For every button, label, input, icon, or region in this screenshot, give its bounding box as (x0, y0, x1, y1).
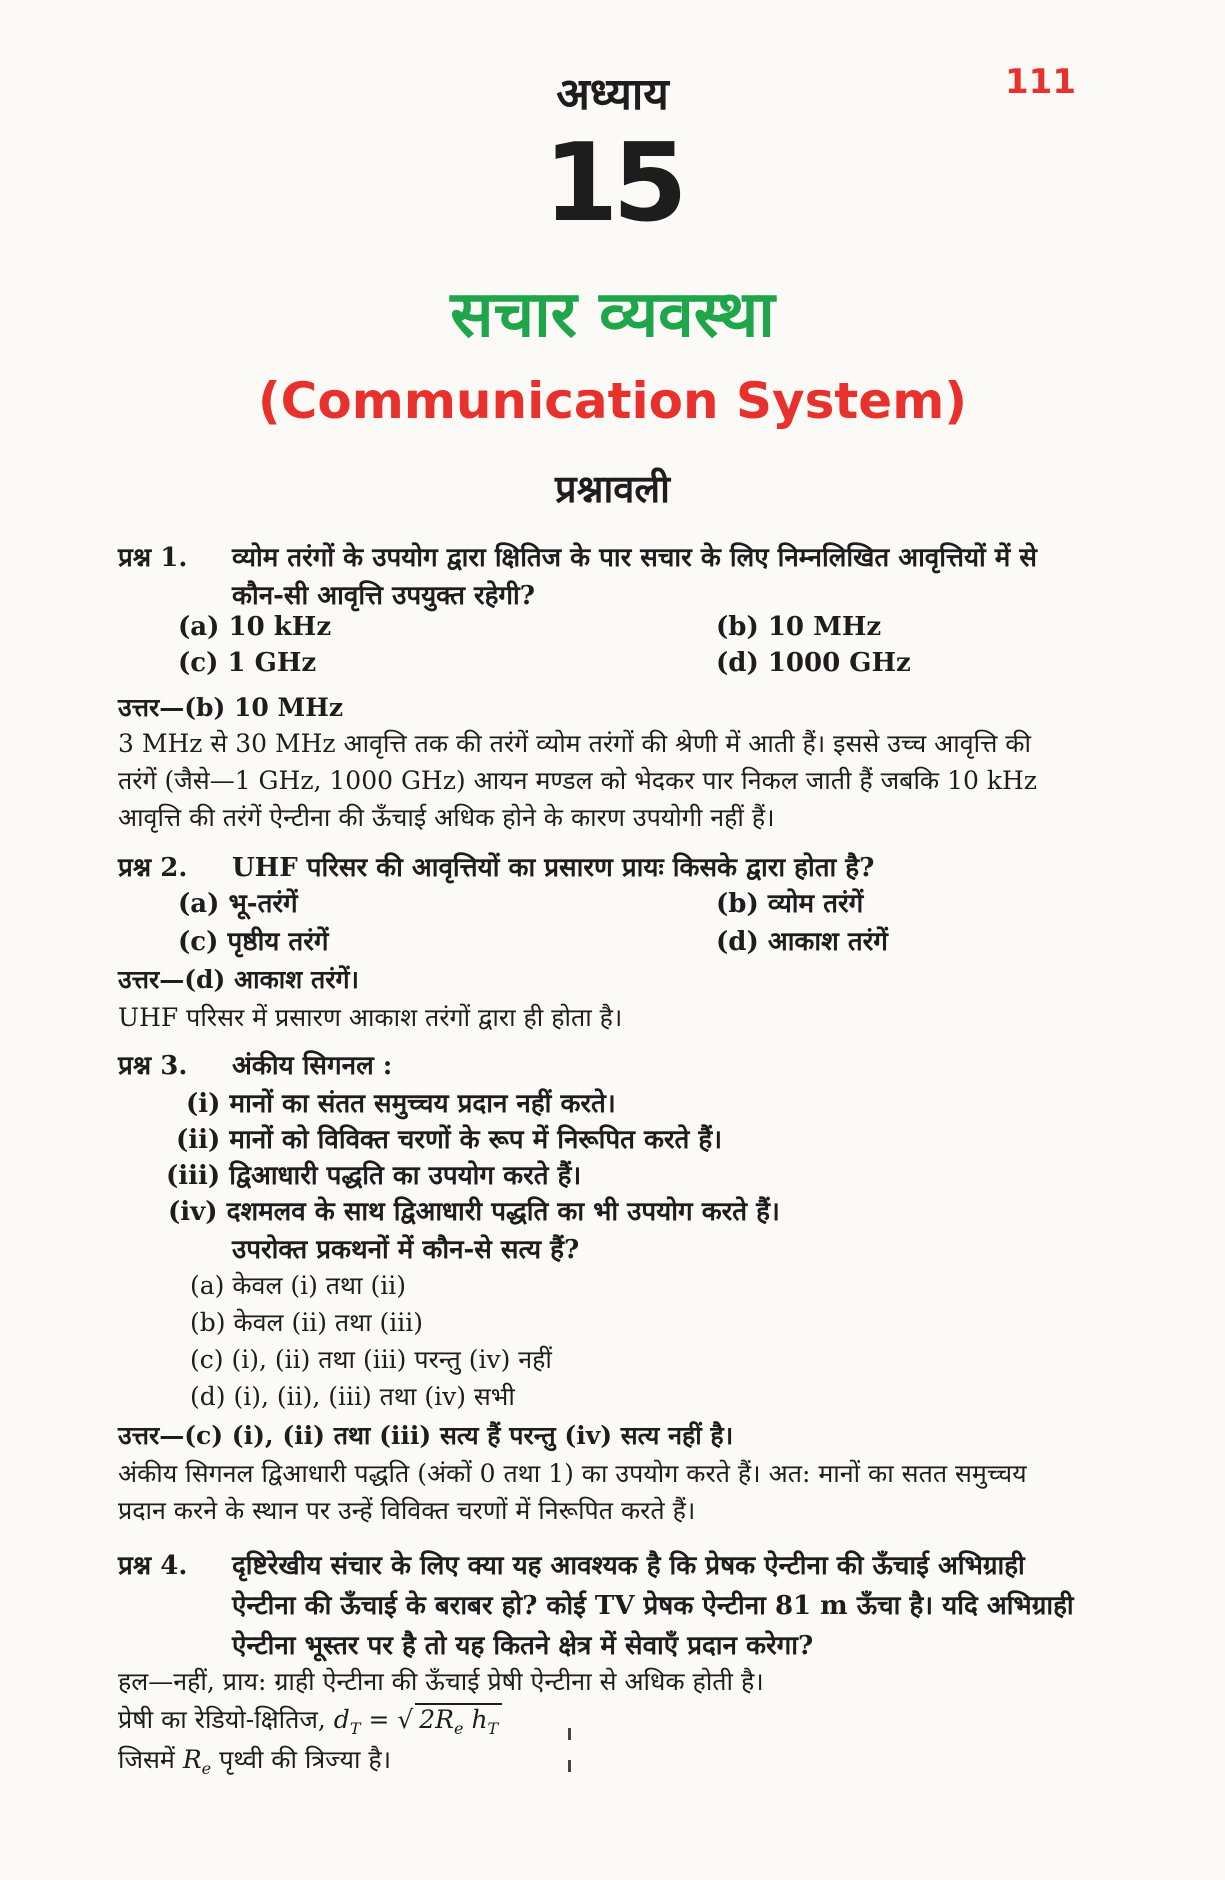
option-b: (b) व्योम तरंगें (716, 889, 864, 919)
formula-lhs: $d_T$ (333, 1705, 361, 1738)
page-number: 111 (1005, 62, 1076, 102)
formula-rhs: $2R_e$ $h_T$ (415, 1703, 502, 1738)
option-b: (b) केवल (ii) तथा (iii) (190, 1308, 424, 1337)
sqrt-symbol: √ (397, 1705, 414, 1734)
question-label: प्रश्न 2. (118, 853, 188, 883)
option-b: (b) 10 MHz (716, 612, 882, 642)
option-a: (a) केवल (i) तथा (ii) (190, 1271, 406, 1300)
question-text: UHF परिसर की आवृत्तियों का प्रसारण प्रायः किसके द्वारा होता है? (232, 853, 875, 883)
chapter-number: 15 (543, 121, 682, 246)
question-text: ऐन्टीना की ऊँचाई के बराबर हो? कोई TV प्रेषक ऐन्टीना 81 m ऊँचा है। यदि अभिग्राही (232, 1591, 1074, 1621)
definition-line: जिसमें $R_e$ पृथ्वी की त्रिज्या है। (118, 1745, 392, 1778)
formula-equals: = (368, 1705, 390, 1734)
option-d: (d) 1000 GHz (716, 648, 911, 678)
statement: (iv) दशमलव के साथ द्विआधारी पद्धति का भी उपयोग करते हैं। (168, 1197, 780, 1227)
formula-prefix: प्रेषी का रेडियो-क्षितिज, (118, 1705, 326, 1734)
question-text: अंकीय सिगनल : (232, 1051, 393, 1081)
explanation-line: तरंगें (जैसे—1 GHz, 1000 GHz) आयन मण्डल को भेदकर पार निकल जाती हैं जबकि 10 kHz (118, 766, 1037, 795)
answer: उत्तर—(b) 10 MHz (118, 693, 344, 722)
question-prompt: उपरोक्त प्रकथनों में कौन-से सत्य हैं? (232, 1235, 580, 1265)
print-mark (568, 1760, 571, 1772)
print-mark (568, 1728, 571, 1740)
chapter-title-hindi: सचार व्यवस्था (450, 278, 775, 352)
explanation-line: प्रदान करने के स्थान पर उन्हें विविक्त चरणों में निरूपित करते हैं। (118, 1496, 696, 1525)
option-c: (c) (i), (ii) तथा (iii) परन्तु (iv) नहीं (190, 1345, 552, 1374)
option-a: (a) 10 kHz (178, 612, 332, 642)
question-text: दृष्टिरेखीय संचार के लिए क्या यह आवश्यक है कि प्रेषक ऐन्टीना की ऊँचाई अभिग्राही (232, 1551, 1025, 1581)
option-a: (a) भू-तरंगें (178, 889, 298, 919)
explanation-line: अंकीय सिगनल द्विआधारी पद्धति (अंकों 0 तथा 1) का उपयोग करते हैं। अत: मानों का सतत समुच्चय (118, 1459, 1027, 1488)
question-text: व्योम तरंगों के उपयोग द्वारा क्षितिज के पार सचार के लिए निम्नलिखित आवृत्तियों में से (232, 543, 1037, 573)
explanation-line: 3 MHz से 30 MHz आवृत्ति तक की तरंगें व्योम तरंगों की श्रेणी में आती हैं। इससे उच्च आवृत्ति की (118, 729, 1031, 758)
question-label: प्रश्न 1. (118, 543, 188, 573)
option-d: (d) (i), (ii), (iii) तथा (iv) सभी (190, 1382, 515, 1411)
chapter-word: अध्याय (556, 69, 669, 120)
statement: (ii) मानों को विविक्त चरणों के रूप में निरूपित करते हैं। (176, 1125, 723, 1155)
solution-line: हल—नहीं, प्राय: ग्राही ऐन्टीना की ऊँचाई प्रेषी ऐन्टीना से अधिक होती है। (118, 1667, 764, 1696)
statement: (iii) द्विआधारी पद्धति का उपयोग करते हैं। (166, 1161, 582, 1191)
question-label: प्रश्न 4. (118, 1551, 188, 1581)
statement: (i) मानों का संतत समुच्चय प्रदान नहीं करते। (186, 1089, 616, 1119)
question-text: कौन-सी आवृत्ति उपयुक्त रहेगी? (232, 581, 536, 611)
option-d: (d) आकाश तरंगें (716, 927, 888, 957)
section-heading: प्रश्नावली (554, 467, 671, 511)
explanation-line: आवृत्ति की तरंगें ऐन्टीना की ऊँचाई अधिक होने के कारण उपयोगी नहीं हैं। (118, 803, 775, 832)
question-label: प्रश्न 3. (118, 1051, 188, 1081)
answer: उत्तर—(d) आकाश तरंगें। (118, 965, 359, 994)
answer: उत्तर—(c) (i), (ii) तथा (iii) सत्य हैं परन्तु (iv) सत्य नहीं है। (118, 1421, 734, 1450)
option-c: (c) पृष्ठीय तरंगें (178, 927, 329, 957)
option-c: (c) 1 GHz (178, 648, 317, 678)
chapter-title-english: (Communication System) (257, 372, 968, 430)
question-text: ऐन्टीना भूस्तर पर है तो यह कितने क्षेत्र में सेवाएँ प्रदान करेगा? (232, 1631, 814, 1661)
formula-line (118, 1702, 502, 1738)
explanation-line: UHF परिसर में प्रसारण आकाश तरंगों द्वारा ही होता है। (118, 1003, 623, 1032)
